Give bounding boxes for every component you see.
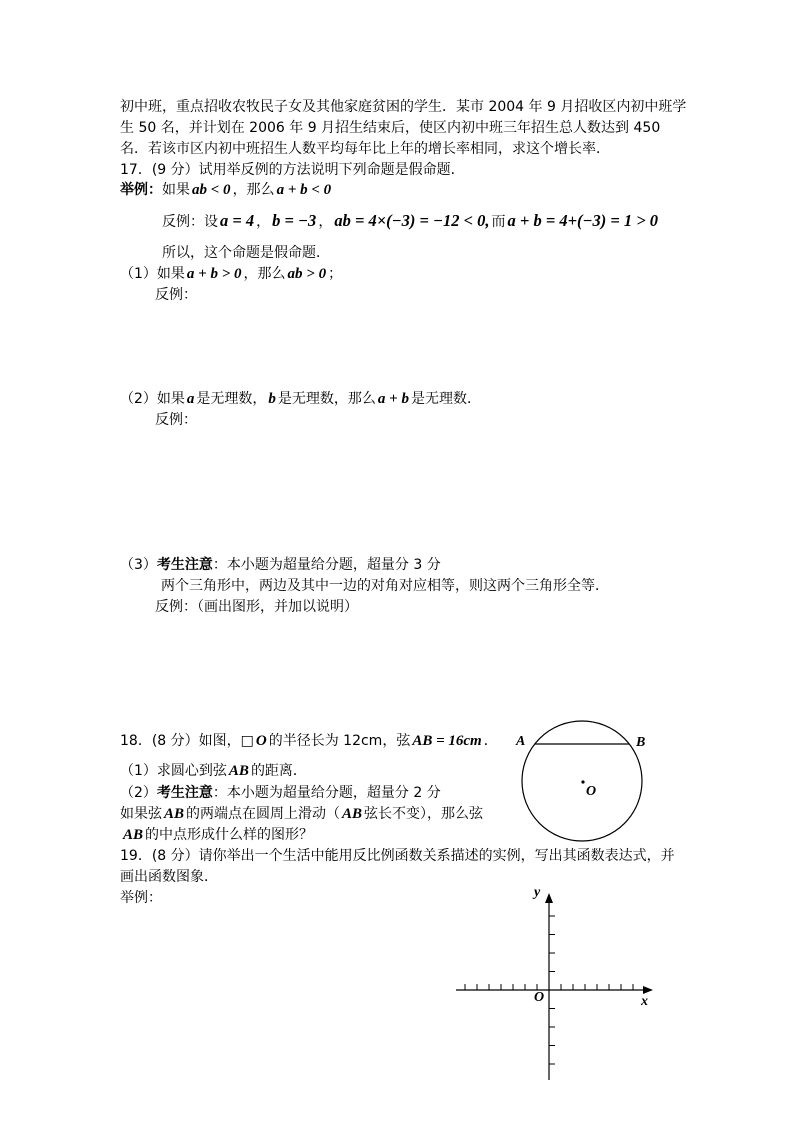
q17-part2-answer-label: 反例： [155, 412, 197, 428]
text: ：本小题为超量给分题，超量分 3 分 [212, 557, 441, 573]
text: （1）如果 [120, 266, 185, 282]
q18-part1 [120, 763, 307, 779]
math: AB [123, 827, 144, 843]
q17-conclusion: 所以，这个命题是假命题． [162, 245, 330, 261]
q19-line2: 画出函数图象． [120, 869, 218, 885]
text: 是无理数， [196, 391, 267, 407]
x-axis-arrow [643, 986, 653, 994]
q17-part3 [120, 557, 441, 573]
math: AB [228, 763, 249, 779]
q16-line1: 初中班，重点招收农牧民子女及其他家庭贫困的学生．某市 2004 年 9 月招收区内初中班学 [120, 99, 687, 115]
text: （2） [120, 785, 157, 801]
math: a = 4 [220, 211, 255, 230]
label-axis-x: x [641, 994, 648, 1009]
text: 如果 [162, 182, 190, 198]
notice-label: 考生注意 [156, 785, 213, 801]
q19-example-label: 举例： [120, 890, 162, 906]
text: 的中点形成什么样的图形？ [145, 827, 314, 843]
math: O [255, 733, 267, 749]
q17-example [120, 182, 333, 198]
q18-part2-line2 [120, 806, 483, 822]
text: （2）如果 [120, 391, 185, 407]
q17-part3-statement: 两个三角形中，两边及其中一边的对角对应相等，则这两个三角形全等． [161, 578, 609, 594]
math: AB = 16cm [412, 733, 482, 749]
q17-part2 [120, 391, 481, 407]
math: b = −3 [272, 211, 317, 230]
label-center-o: O [586, 784, 597, 799]
q17-heading: 17．(9 分）试用举反例的方法说明下列命题是假命题． [120, 162, 465, 178]
math: ab < 0 [192, 182, 231, 198]
math: AB [164, 806, 185, 822]
q17-part3-answer-label: 反例：（画出图形，并加以说明） [155, 599, 358, 615]
q16-line2: 生 50 名，并计划在 2006 年 9 月招生结束后，使区内初中班三年招生总人数达到 450 [120, 120, 661, 136]
coordinate-axes [450, 885, 660, 1085]
label-point-b: B [636, 735, 646, 750]
text: 的两端点在圆周上滑动（ [186, 806, 341, 822]
math: a + b > 0 [186, 266, 242, 282]
q18-part2-line3 [121, 827, 313, 843]
math: a + b < 0 [276, 182, 332, 198]
label-axis-y: y [534, 885, 541, 900]
text: 的半径长为 12cm，弦 [268, 733, 411, 749]
text: ， [256, 214, 271, 230]
math: a + b = 4+(−3) = 1 > 0 [507, 211, 659, 230]
label-point-a: A [516, 734, 526, 749]
example-label: 举例： [120, 182, 162, 198]
math: ab = 4×(−3) = −12 < 0, [334, 211, 490, 230]
q18-part2 [120, 785, 441, 801]
text: ，那么 [232, 182, 275, 198]
math: a + b [377, 391, 409, 407]
math: ab > 0 [287, 266, 327, 282]
text: （1）求圆心到弦 [120, 763, 227, 779]
math: AB [342, 806, 363, 822]
q19-line1: 19．(8 分）请你举出一个生活中能用反比例函数关系描述的实例，写出其函数表达式，并 [120, 848, 675, 864]
text: ，那么 [243, 266, 286, 282]
text: ． [483, 733, 498, 749]
text: ：本小题为超量给分题，超量分 2 分 [212, 785, 441, 801]
text: 的距离． [250, 763, 307, 779]
text: 是无理数，那么 [277, 391, 376, 407]
math: a [186, 391, 195, 407]
text: 是无理数． [410, 391, 481, 407]
notice-label: 考生注意 [156, 557, 213, 573]
y-axis-arrow [545, 893, 553, 903]
text: 18．(8 分）如图， [120, 733, 241, 749]
label-origin-o: O [534, 990, 545, 1005]
text: 如果弦 [120, 806, 162, 822]
circle-symbol: □ [240, 733, 254, 749]
q16-line3: 名．若该市区内初中班招生人数平均每年比上年的增长率相同，求这个增长率． [120, 141, 610, 157]
text: 而 [491, 214, 506, 230]
text: ； [328, 266, 343, 282]
q18-heading [120, 733, 498, 749]
text: 弦长不变），那么弦 [364, 806, 484, 822]
text: ， [318, 214, 333, 230]
math: b [268, 391, 276, 407]
q17-part1 [120, 266, 342, 282]
center-point [581, 780, 584, 783]
q17-counter-example [162, 212, 660, 231]
text: 反例：设 [162, 214, 218, 230]
q17-part1-answer-label: 反例： [155, 287, 197, 303]
text: （3） [120, 557, 157, 573]
